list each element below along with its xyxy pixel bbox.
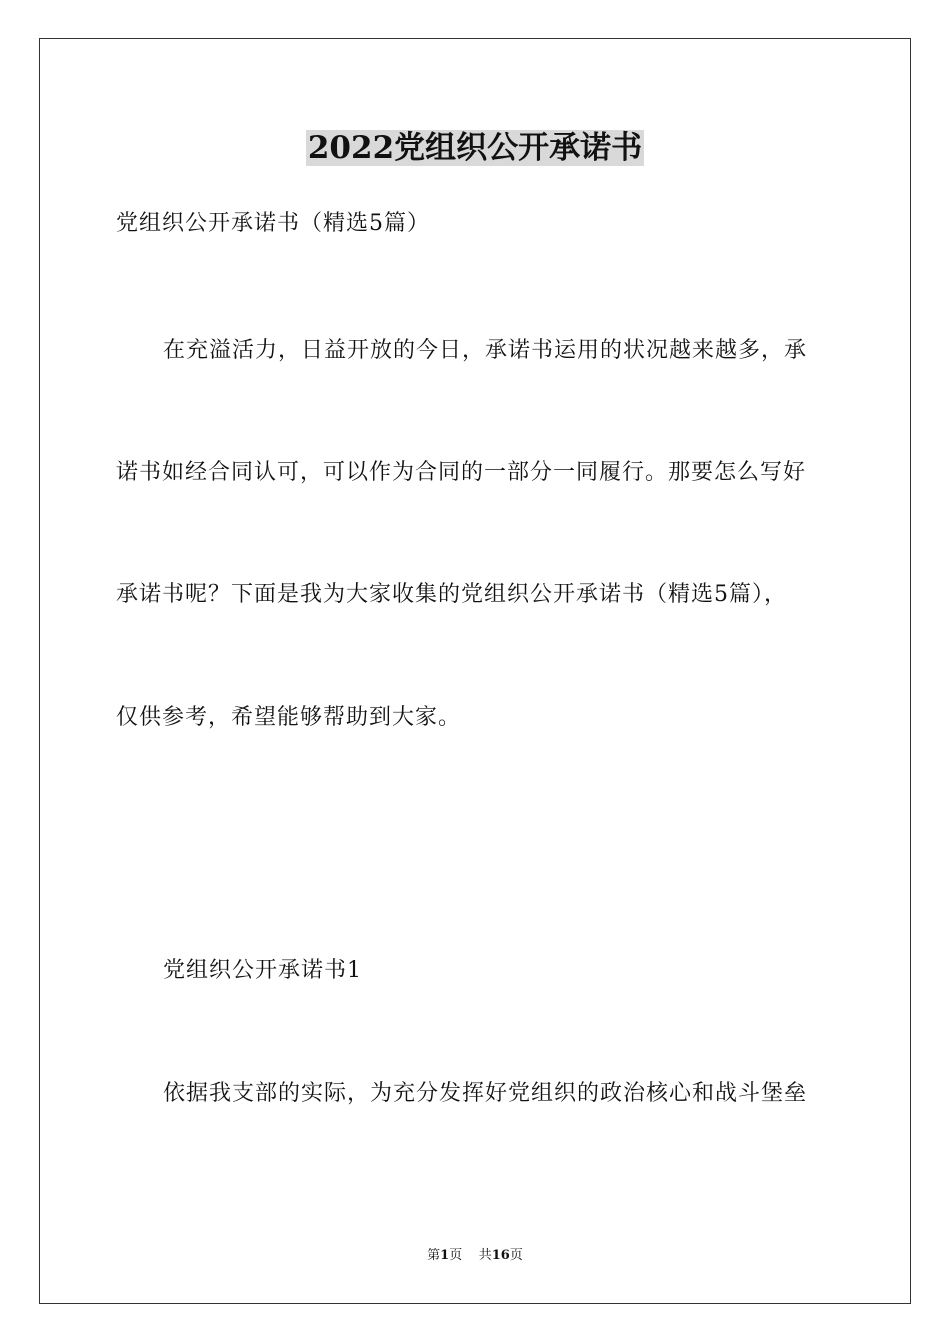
section-heading: 党组织公开承诺书1 [163,958,362,983]
page-footer [0,1247,950,1265]
intro-line-1: 在充溢活力，日益开放的今日，承诺书运用的状况越来越多，承 [163,338,808,363]
footer-page-suffix: 页 [449,1248,463,1263]
footer-page-prefix: 第 [427,1248,441,1263]
intro-line-3: 承诺书呢？下面是我为大家收集的党组织公开承诺书（精选5篇）， [116,582,787,607]
body-line-1: 依据我支部的实际，为充分发挥好党组织的政治核心和战斗堡垒 [163,1081,808,1106]
intro-line-4: 仅供参考，希望能够帮助到大家。 [116,705,462,730]
footer-total-pages: 16 [491,1248,510,1263]
footer-total-suffix: 页 [509,1248,523,1263]
document-subtitle: 党组织公开承诺书（精选5篇） [116,211,430,236]
document-title [0,128,950,168]
document-title-text: 2022党组织公开承诺书 [307,130,643,166]
intro-line-2: 诺书如经合同认可，可以作为合同的一部分一同履行。那要怎么写好 [116,460,807,485]
footer-page-number: 1 [440,1248,450,1263]
footer-total-prefix: 共 [478,1248,492,1263]
